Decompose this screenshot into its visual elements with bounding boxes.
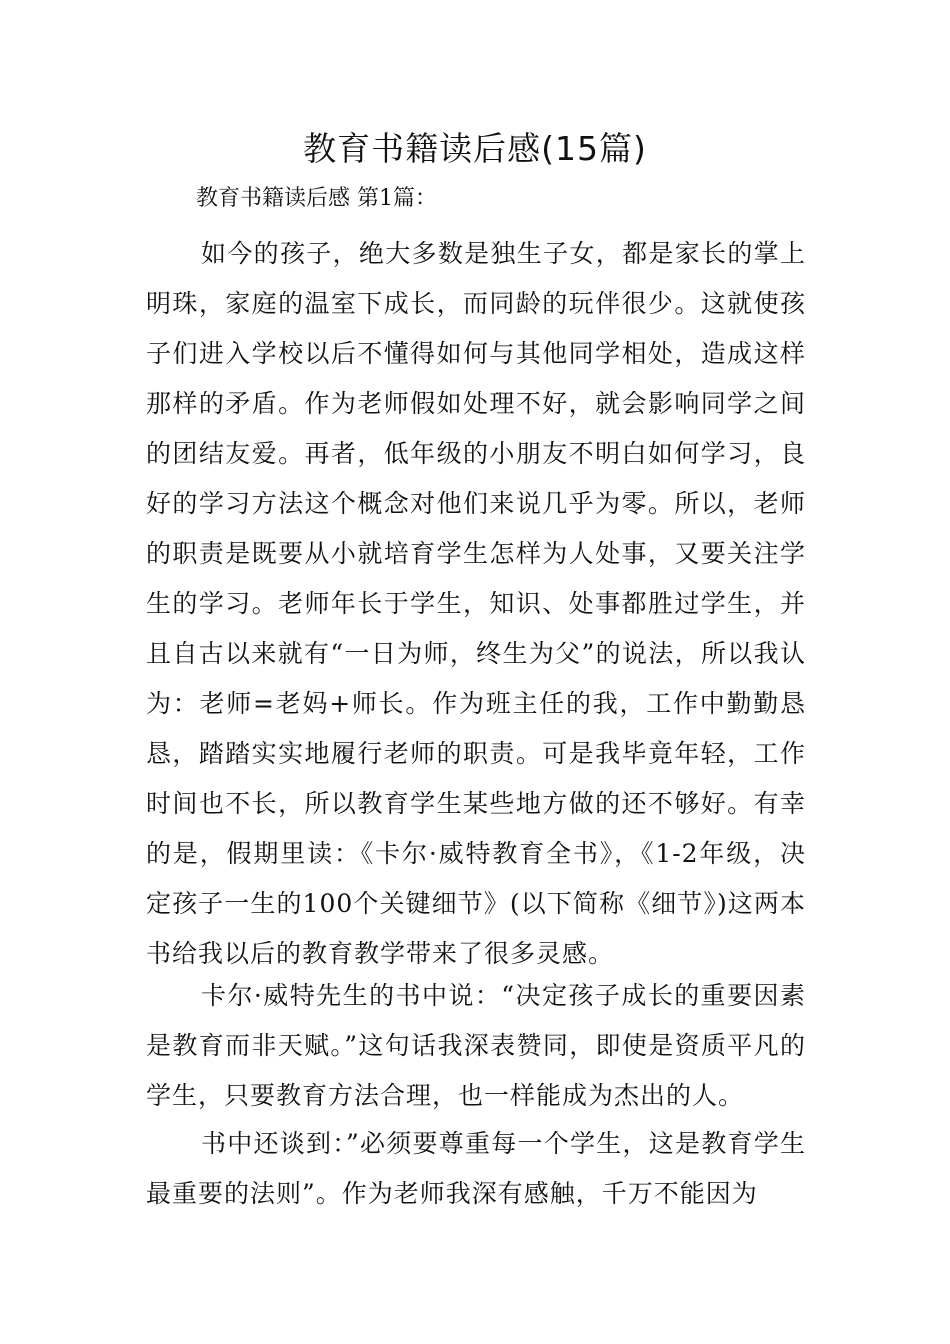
paragraph: 如今的孩子，绝大多数是独生子女，都是家长的掌上明珠，家庭的温室下成长，而同龄的玩伴很少。这就使孩子们进入学校以后不懂得如何与其他同学相处，造成这样那样的矛盾。作为老师假如处理不好，就会影响同学之间的团结友爱。再者，低年级的小朋友不明白如何学习，良好的学习方法这个概念对他们来说几乎为零。所以，老师的职责是既要从小就培育学生怎样为人处事，又要关注学生的学习。老师年长于学生，知识、处事都胜过学生，并且自古以来就有“一日为师，终生为父”的说法，所以我认为：老师=老妈+师长。作为班主任的我，工作中勤勤恳恳，踏踏实实地履行老师的职责。可是我毕竟年轻，工作时间也不长，所以教育学生某些地方做的还不够好。有幸的是，假期里读：《卡尔·威特教育全书》，《1-2年级，决定孩子一生的100个关键细节》(以下简称《细节》)这两本书给我以后的教育教学带来了很多灵感。 xyxy=(146,239,806,968)
document-title: 教育书籍读后感(15篇) xyxy=(303,129,647,168)
section-heading: 教育书籍读后感 第1篇： xyxy=(196,186,437,211)
paragraph: 书中还谈到：”必须要尊重每一个学生，这是教育学生最重要的法则”。作为老师我深有感触，千万不能因为 xyxy=(146,1129,806,1208)
paragraph: 卡尔·威特先生的书中说：“决定孩子成长的重要因素是教育而非天赋。”这句话我深表赞同，即使是资质平凡的学生，只要教育方法合理，也一样能成为杰出的人。 xyxy=(146,981,806,1110)
